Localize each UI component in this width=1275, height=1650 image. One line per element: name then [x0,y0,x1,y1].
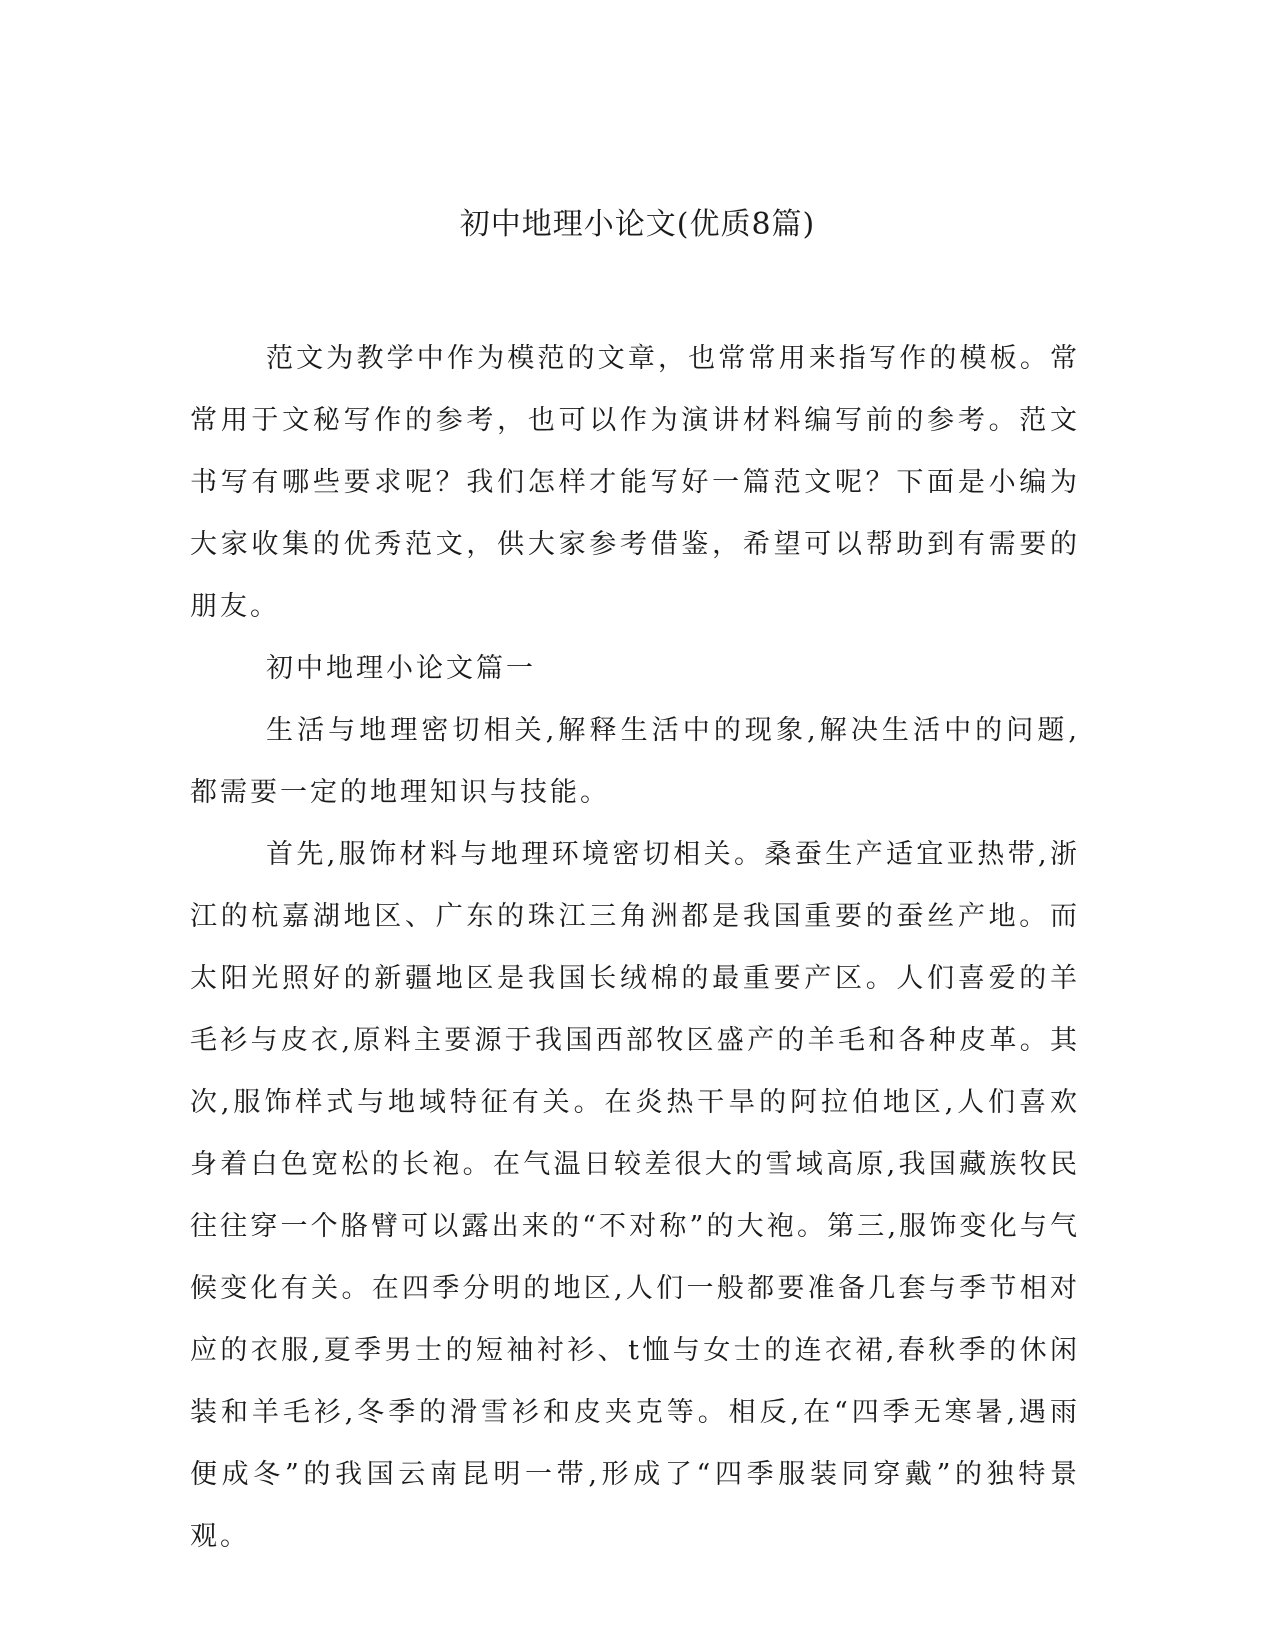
body-paragraph: 生活与地理密切相关,解释生活中的现象,解决生活中的问题,都需要一定的地理知识与技能。 [190,715,1080,808]
document-body [190,328,1080,1568]
body-paragraph: 首先,服饰材料与地理环境密切相关。桑蚕生产适宜亚热带,浙江的杭嘉湖地区、广东的珠江三角洲都是我国重要的蚕丝产地。而太阳光照好的新疆地区是我国长绒棉的最重要产区。人们喜爱的羊毛衫与皮衣,原料主要源于我国西部牧区盛产的羊毛和各种皮革。其次,服饰样式与地域特征有关。在炎热干旱的阿拉伯地区,人们喜欢身着白色宽松的长袍。在气温日较差很大的雪域高原,我国藏族牧民往往穿一个胳臂可以露出来的“不对称”的大袍。第三,服饰变化与气候变化有关。在四季分明的地区,人们一般都要准备几套与季节相对应的衣服,夏季男士的短袖衬衫、t恤与女士的连衣裙,春秋季的休闲装和羊毛衫,冬季的滑雪衫和皮夹克等。相反,在“四季无寒暑,遇雨便成冬”的我国云南昆明一带,形成了“四季服装同穿戴”的独特景观。 [190,839,1080,1552]
section-heading: 初中地理小论文篇一 [266,653,536,684]
intro-paragraph: 范文为教学中作为模范的文章，也常常用来指写作的模板。常常用于文秘写作的参考，也可以作为演讲材料编写前的参考。范文书写有哪些要求呢？我们怎样才能写好一篇范文呢？下面是小编为大家收集的优秀范文，供大家参考借鉴，希望可以帮助到有需要的朋友。 [190,343,1080,622]
document-title: 初中地理小论文(优质8篇) [459,207,816,242]
